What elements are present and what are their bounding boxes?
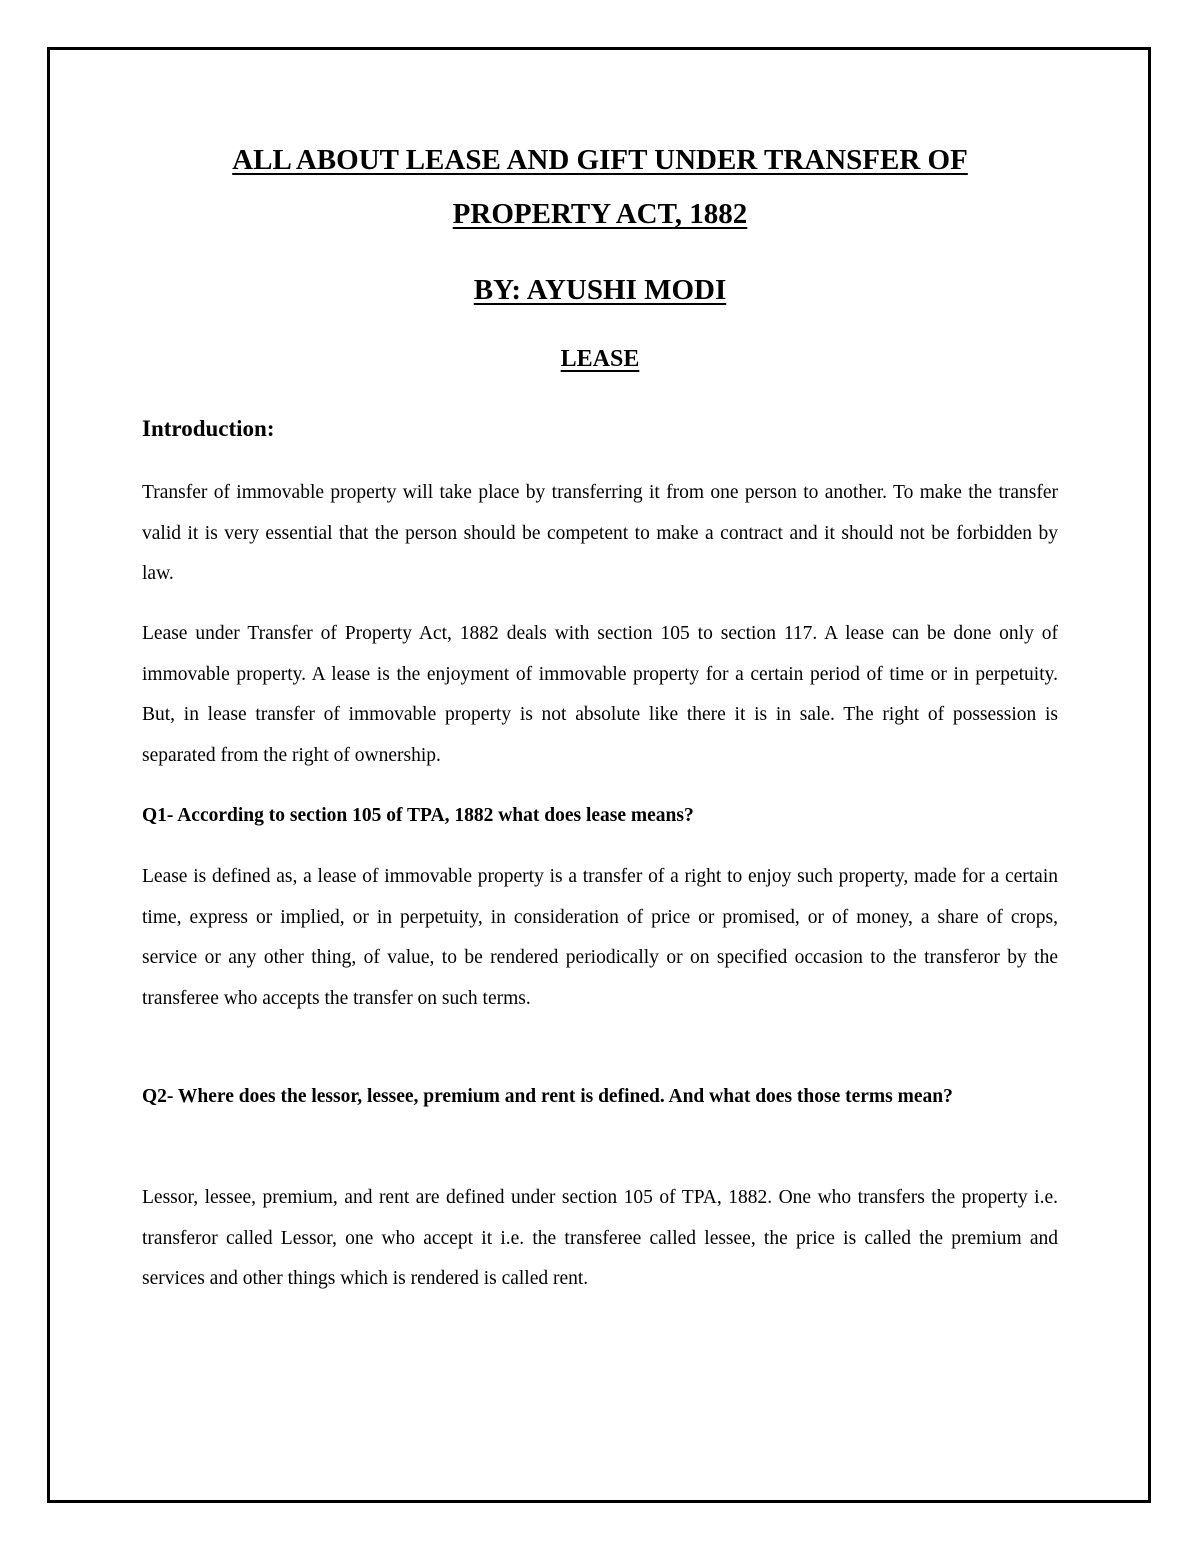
intro-paragraph-2: Lease under Transfer of Property Act, 1882 deals with section 105 to section 117. A lease can be done only of immovable property. A lease is the enjoyment of immovable property for a certain period of time or in perpetuity. But, in lease transfer of immovable property is not absolute like there it is in sale. The right of possession is separated from the right of ownership. [142, 623, 1058, 766]
introduction-heading: Introduction: [142, 416, 275, 441]
intro-paragraph-1: Transfer of immovable property will take place by transferring it from one person to another. To make the transfer valid it is very essential that the person should be competent to make a contract and it should not be forbidden by law. [142, 482, 1058, 584]
question-1-answer: Lease is defined as, a lease of immovable property is a transfer of a right to enjoy such property, made for a certain time, express or implied, or in perpetuity, in consideration of price or promised, or of money, a share of crops, service or any other thing, of value, to be rendered periodically or on specified occasion to the transferor by the transferee who accepts the transfer on such terms. [142, 866, 1058, 1009]
document-title-line-1: ALL ABOUT LEASE AND GIFT UNDER TRANSFER OF [232, 144, 968, 176]
author-byline: BY: AYUSHI MODI [473, 274, 727, 306]
question-2-answer: Lessor, lessee, premium, and rent are defined under section 105 of TPA, 1882. One who transfers the property i.e. transferor called Lessor, one who accept it i.e. the transferee called lessee, the price is called the premium and services and other things which is rendered is called rent. [142, 1187, 1058, 1289]
question-2-heading: Q2- Where does the lessor, lessee, premium and rent is defined. And what does those terms mean? [142, 1086, 953, 1107]
section-heading-lease: LEASE [560, 346, 640, 372]
question-1-heading: Q1- According to section 105 of TPA, 1882 what does lease means? [142, 805, 694, 826]
document-title-line-2: PROPERTY ACT, 1882 [452, 198, 748, 230]
